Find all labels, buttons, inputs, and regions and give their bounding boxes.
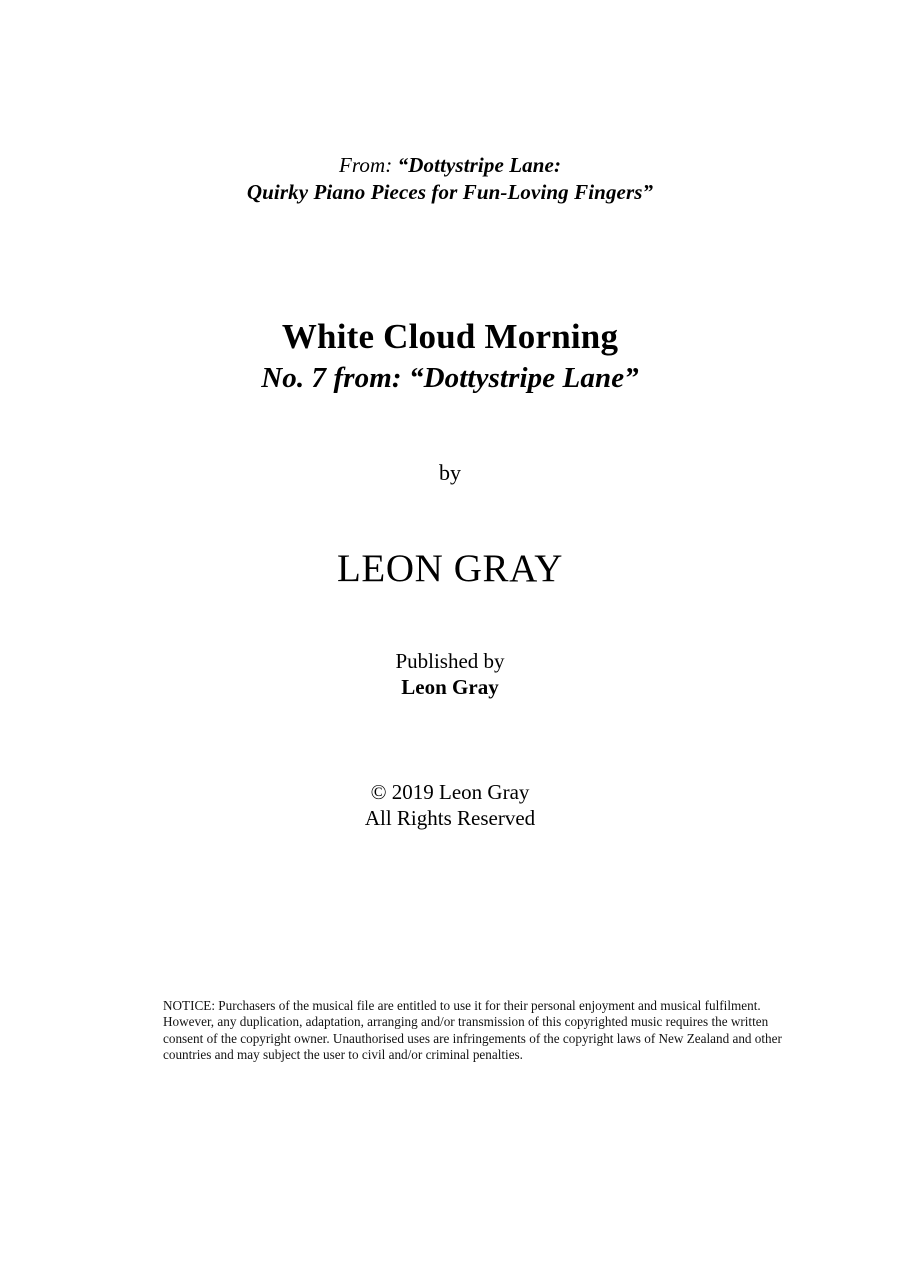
composer-name: LEON GRAY	[336, 547, 564, 590]
copyright-line-2: All Rights Reserved	[364, 806, 536, 830]
copyright-block	[0, 779, 900, 831]
collection-header-title: “Dottystripe Lane:	[397, 153, 562, 177]
collection-header-line-2: Quirky Piano Pieces for Fun-Loving Fingers”	[246, 180, 654, 204]
publisher-name: Leon Gray	[401, 675, 499, 699]
publisher-block	[0, 648, 900, 700]
page-subtitle: No. 7 from: “Dottystripe Lane”	[261, 362, 639, 394]
copyright-line-1: © 2019 Leon Gray	[370, 780, 530, 804]
collection-header-lead: From:	[338, 153, 398, 177]
collection-header-line-1	[0, 152, 900, 179]
legal-notice: NOTICE: Purchasers of the musical file are entitled to use it for their personal enjoyment and musical fulfilment. However, any duplication, adaptation, arranging and/or transmission of this copyrighted music requires the written consent of the copyright owner. Unauthorised uses are infringements of the copyright laws of New Zealand and other countries and may subject the user to civil and/or criminal penalties.	[163, 998, 782, 1063]
title-block	[0, 316, 900, 396]
byline-label: by	[439, 460, 461, 485]
publisher-label: Published by	[395, 649, 505, 673]
page-title: White Cloud Morning	[281, 317, 619, 356]
collection-header	[0, 152, 900, 206]
